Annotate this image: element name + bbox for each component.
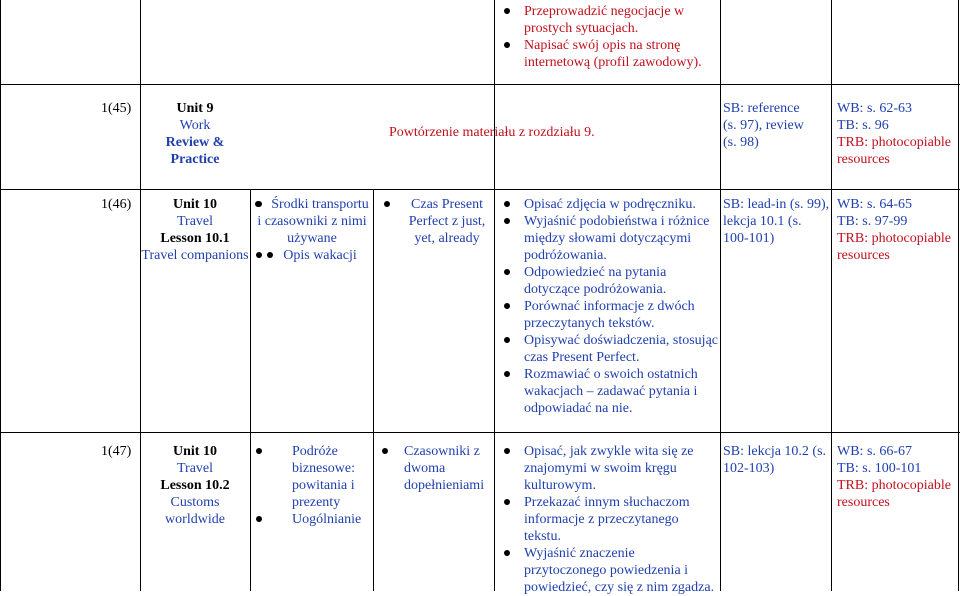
vocab-list [252, 196, 372, 264]
list-item: Porównać informacje z dwóch przeczytanych tekstów. [500, 298, 718, 332]
unit-title: Unit 10 [173, 444, 217, 459]
sb-reference: SB: lead-in (s. 99), lekcja 10.1 (s. 100-101) [723, 197, 830, 246]
list-item: Przekazać innym słuchaczom informacje z przeczytanego tekstu. [500, 494, 718, 545]
vocab-list [252, 443, 372, 528]
grammar-text: Czas Present Perfect z just, yet, already [408, 197, 486, 246]
lesson-number: 1(45) [101, 101, 132, 116]
tb-reference: TB: s. 97-99 [837, 214, 908, 229]
goals-list [500, 443, 718, 596]
list-item: Opis wakacji [252, 247, 372, 264]
list-item: Czasowniki z dwoma dopełnieniami [378, 443, 492, 494]
list-item: Podróże biznesowe: powitania i prezenty [252, 443, 372, 511]
goals-cell [500, 3, 715, 71]
column-divider [494, 0, 495, 591]
list-item: Środki transportu i czasowniki z nimi używane [252, 196, 372, 247]
goals-cell [500, 443, 718, 596]
topic-line: Lesson 10.1 [160, 231, 230, 246]
row-divider [0, 432, 960, 433]
list-item: Opisać, jak zwykle wita się ze znajomymi w swoim kręgu kulturowym. [500, 443, 718, 494]
topic-line: Work [179, 118, 211, 133]
tb-reference: TB: s. 96 [837, 118, 889, 133]
list-item: Wyjaśnić znaczenie przytoczonego powiedzenia i powiedzieć, czy się z nim zgadza. [500, 545, 718, 596]
resources-cell [837, 443, 957, 511]
row-divider [0, 189, 960, 190]
topic-cell [140, 443, 250, 528]
topic-line: Travel companions [141, 248, 249, 263]
vocab-cell [252, 196, 372, 264]
unit-title: Unit 10 [173, 197, 217, 212]
topic-cell [140, 100, 250, 168]
trb-reference: TRB: photocopiable resources [837, 231, 951, 263]
column-divider [831, 0, 832, 591]
table-border [0, 0, 1, 591]
topic-line: Review & [165, 135, 225, 150]
tb-reference: TB: s. 100-101 [837, 461, 922, 476]
row-divider [0, 84, 960, 85]
topic-line: Travel [176, 461, 214, 476]
list-item: Rozmawiać o swoich ostatnich wakacjach – zadawać pytania i odpowiadać na nie. [500, 366, 718, 417]
wb-reference: WB: s. 66-67 [837, 444, 913, 459]
grammar-list [378, 443, 492, 494]
trb-reference: TRB: photocopiable resources [837, 478, 951, 510]
goals-cell [500, 196, 718, 417]
vocab-cell [252, 443, 372, 528]
trb-reference: TRB: photocopiable resources [837, 135, 951, 167]
list-item: Opisać zdjęcia w podręczniku. [500, 196, 718, 213]
list-item: Uogólnianie [252, 511, 372, 528]
list-item: Opisywać doświadczenia, stosując czas Present Perfect. [500, 332, 718, 366]
topic-cell [140, 196, 250, 264]
wb-reference: WB: s. 64-65 [837, 197, 913, 212]
grammar-cell [378, 443, 492, 494]
goals-list [500, 196, 718, 417]
resources-cell [837, 196, 957, 264]
topic-line: Travel [176, 214, 214, 229]
column-divider [958, 0, 959, 591]
sb-reference: SB: lekcja 10.2 (s. 102-103) [723, 444, 827, 476]
list-item: Odpowiedzieć na pytania dotyczące podróżowania. [500, 264, 718, 298]
column-divider [720, 0, 721, 591]
column-divider [250, 189, 251, 591]
wb-reference: WB: s. 62-63 [837, 101, 913, 116]
topic-line: Customs worldwide [165, 495, 225, 527]
list-item: Przeprowadzić negocjacje w prostych sytuacjach. [500, 3, 715, 37]
list-item: Napisać swój opis na stronę internetową (profil zawodowy). [500, 37, 715, 71]
lesson-number: 1(46) [101, 197, 132, 212]
review-description: Powtórzenie materiału z rozdziału 9. [389, 125, 595, 140]
lesson-number: 1(47) [101, 444, 132, 459]
topic-line: Practice [170, 152, 220, 167]
list-item: Wyjaśnić podobieństwa i różnice między słowami dotyczącymi podróżowania. [500, 213, 718, 264]
grammar-cell [378, 196, 492, 247]
sb-reference: SB: reference (s. 97), review (s. 98) [723, 101, 804, 150]
topic-line: Lesson 10.2 [160, 478, 230, 493]
column-divider [373, 189, 374, 591]
unit-title: Unit 9 [176, 101, 214, 116]
resources-cell [837, 100, 957, 168]
goals-list [500, 3, 715, 71]
